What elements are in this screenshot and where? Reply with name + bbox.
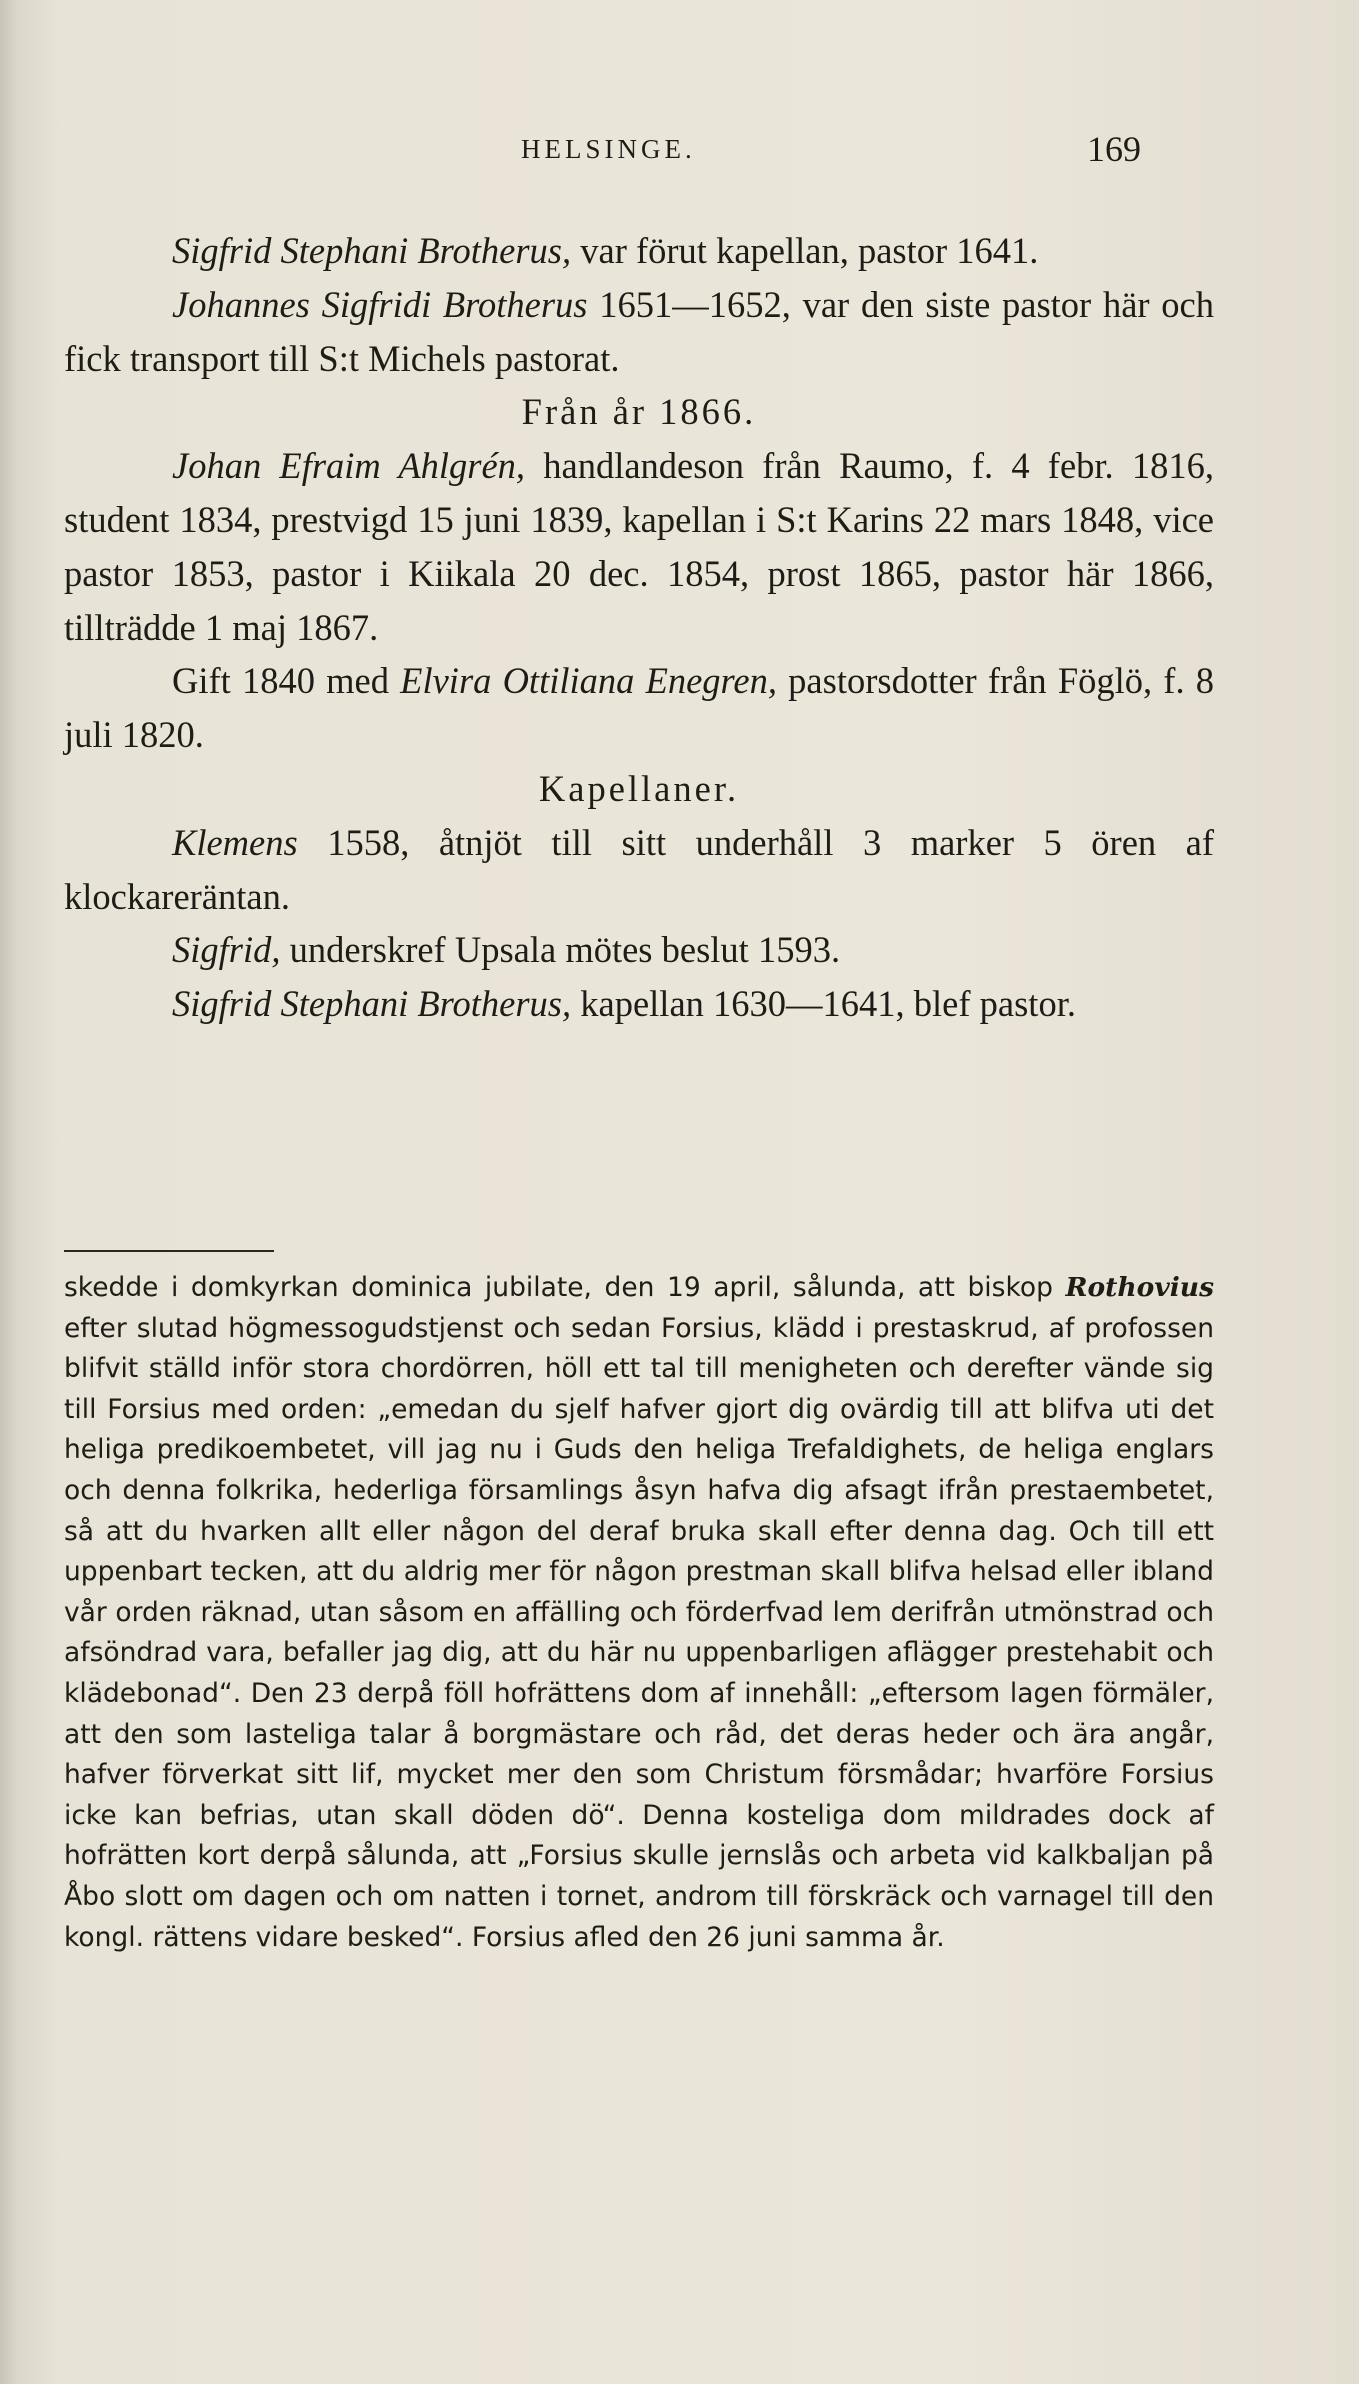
marriage-entry	[64, 654, 1214, 762]
person-name: Johan Efraim Ahlgrén,	[172, 445, 526, 487]
footnote-lead: skedde i domkyrkan dominica jubilate, den 19 april, sålunda, att biskop	[64, 1272, 1066, 1303]
person-name: Sigfrid Stephani Brotherus,	[172, 983, 572, 1025]
chaplain-entry	[64, 923, 1214, 977]
section-heading: Från år 1866.	[521, 391, 757, 433]
pastor-entry	[64, 439, 1214, 654]
entry-text: kapellan 1630—1641, blef pastor.	[571, 983, 1076, 1025]
spouse-name: Elvira Ottiliana Enegren,	[400, 660, 777, 702]
entry-text: handlandeson från Raumo, f. 4 febr. 1816, student 1834, prestvigd 15 juni 1839, kapellan i S:t Karins 22 mars 1848, vice pastor 1853, pastor i Kiikala 20 dec. 1854, prost 1865, pastor här 1866, tillträdde 1 maj 1867.	[64, 445, 1215, 648]
entry-text: 1558, åtnjöt till sitt underhåll 3 marker 5 ören af klockareräntan.	[64, 821, 1214, 917]
person-name: Klemens	[172, 821, 298, 863]
pastor-entry	[64, 278, 1214, 386]
person-name: Sigfrid,	[172, 929, 281, 971]
section-heading: Kapellaner.	[538, 767, 740, 809]
person-name: Johannes Sigfridi Brotherus	[172, 283, 588, 325]
marriage-prefix: Gift 1840 med	[172, 660, 401, 702]
running-head: HELSINGE.	[521, 134, 696, 164]
footnote	[64, 1268, 1214, 1958]
main-text	[64, 224, 1214, 1031]
entry-text: underskref Upsala mötes beslut 1593.	[280, 929, 841, 971]
page-header	[0, 128, 1359, 178]
footnote-text: efter slutad högmessogudstjenst och sedan Forsius, klädd i prestaskrud, af profossen blifvit ställd inför stora chordörren, höll ett tal till menigheten och derefter vände sig till Forsius med orden: „emedan du sjelf hafver gjort dig ovärdig till att blifva uti det heliga predikoembetet, vill jag nu i Guds den heliga Trefaldighets, de heliga englars och denna folkrika, hederliga församlings åsyn hafva dig afsagt ifrån prestaembetet, så att du hvarken allt eller någon del deraf bruka skall efter denna dag. Och till ett uppenbart tecken, att du aldrig mer för någon prestman skall blifva helsad eller ibland vår orden räknad, utan såsom en affälling och förderfvad lem derifrån utmönstrad och afsöndrad vara, befaller jag dig, att du här nu uppenbarligen aflägger prestehabit och klädebonad“. Den 23 derpå föll hofrättens dom af innehåll: „eftersom lagen förmäler, att den som lasteliga talar å borgmästare och råd, det deras heder och ära angår, hafver förverkat sitt lif, mycket mer den som Christum försmådar; hvarföre Forsius icke kan befrias, utan skall döden dö“. Denna kosteliga dom mildrades dock af hofrätten kort derpå sålunda, att „Forsius skulle jernslås och arbeta vid kalkbaljan på Åbo slott om dagen och om natten i tornet, androm till förskräck och varnagel till den kongl. rättens vidare besked“. Forsius afled den 26 juni samma år.	[64, 1312, 1214, 1953]
pastor-entry	[64, 224, 1214, 278]
footnote-rule	[64, 1250, 274, 1252]
chaplain-entry	[64, 816, 1214, 924]
marriage-text: pastorsdotter från Föglö, f. 8 juli 1820.	[64, 660, 1215, 756]
entry-text: 1651—1652, var den siste pastor här och fick transport till S:t Michels pastorat.	[64, 283, 1214, 379]
entry-text: var förut kapellan, pastor 1641.	[571, 230, 1039, 271]
page-number: 169	[1087, 129, 1141, 169]
footnote-name: Rothovius	[1065, 1272, 1214, 1303]
chaplain-entry	[64, 977, 1214, 1031]
person-name: Sigfrid Stephani Brotherus,	[172, 230, 572, 271]
